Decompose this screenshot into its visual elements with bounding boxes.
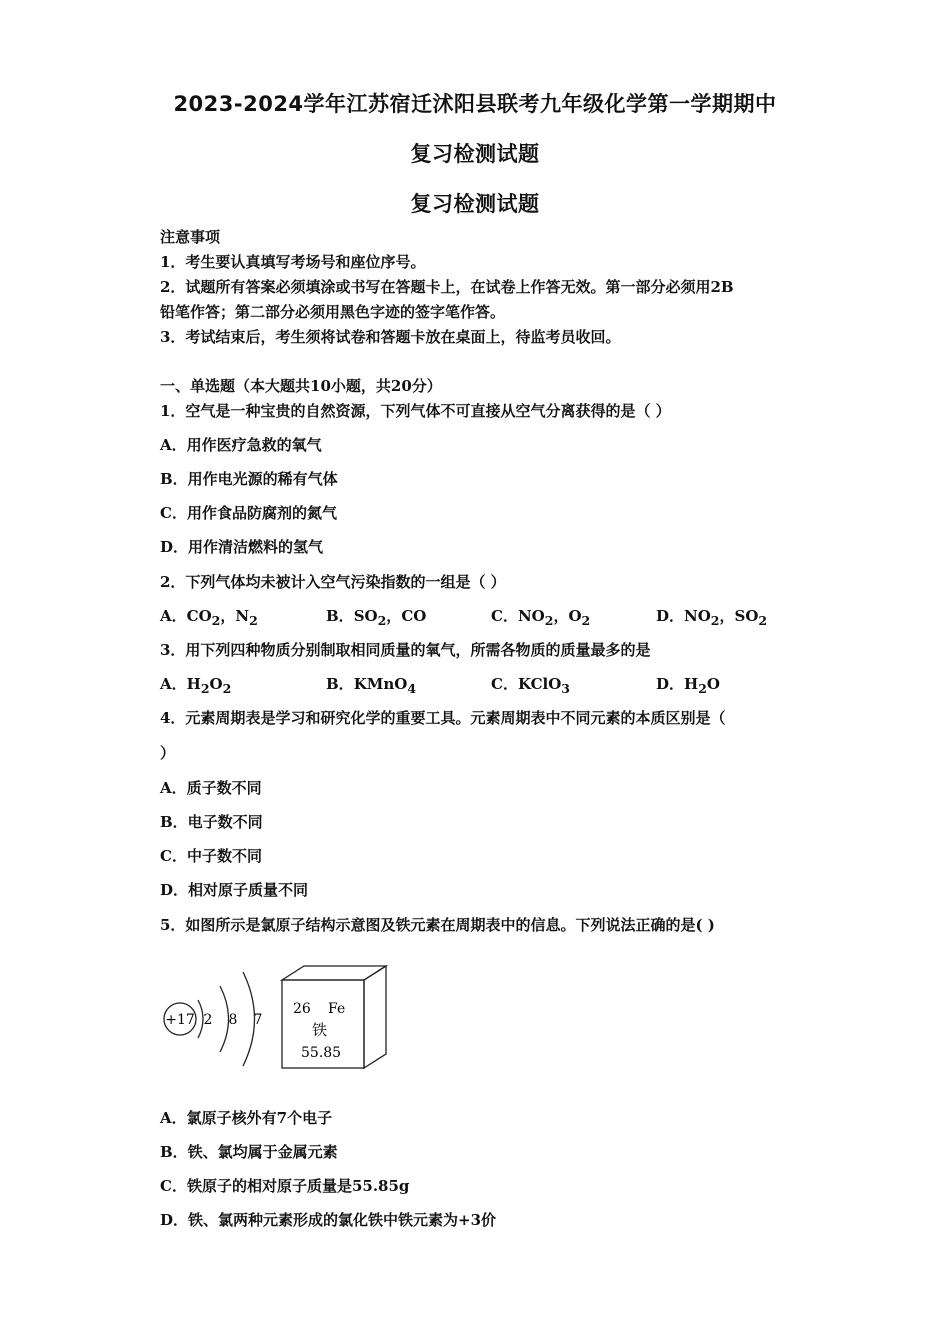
- nucleus-charge: +17: [165, 1012, 195, 1028]
- question-3-option-b: B．KMnO$_4$: [326, 675, 417, 696]
- question-3-option-c: C．KClO$_3$: [491, 675, 570, 696]
- question-5-option-a: A．氯原子核外有7个电子: [160, 1109, 333, 1127]
- shell-electron-count: 8: [228, 1012, 238, 1028]
- iron-element-card: [282, 966, 386, 1068]
- question-3-option-d: D．$H_2O$: [656, 675, 720, 696]
- question-2-option-a: A．$CO_2$，$N_2$: [160, 607, 258, 628]
- question-1-option-d: D．用作清洁燃料的氢气: [160, 538, 324, 556]
- exam-title-line3: 复习检测试题: [410, 192, 540, 216]
- question-5-stem: 5．如图所示是氯原子结构示意图及铁元素在周期表中的信息。下列说法正确的是( ): [160, 916, 715, 934]
- question-3-options: [160, 674, 800, 694]
- notice-item: 铅笔作答；第二部分必须用黑色字迹的签字笔作答。: [160, 303, 506, 321]
- question-1-option-c: C．用作食品防腐剂的氮气: [160, 504, 337, 522]
- shell-electron-count: 7: [253, 1012, 263, 1028]
- atomic-number: 26: [293, 1001, 311, 1017]
- question-3-option-a: A．$H_2O_2$: [160, 675, 232, 696]
- atomic-mass: 55.85: [301, 1045, 342, 1061]
- notice-item: 3．考试结束后，考生须将试卷和答题卡放在桌面上，待监考员收回。: [160, 328, 621, 346]
- cube-side-face: [364, 966, 386, 1068]
- question-1-stem: 1．空气是一种宝贵的自然资源，下列气体不可直接从空气分离获得的是（ ）: [160, 402, 671, 420]
- question-2-option-d: D．$NO_2$，$SO_2$: [656, 607, 768, 628]
- exam-title-line2: 复习检测试题: [410, 142, 540, 166]
- question-5-option-c: C．铁原子的相对原子质量是55.85g: [160, 1177, 410, 1195]
- electron-shell-arc: [220, 986, 229, 1052]
- question-2-option-c: C．$NO_2$，$O_2$: [491, 607, 591, 628]
- atom-and-element-figure: [158, 958, 398, 1078]
- question-4-option-d: D．相对原子质量不同: [160, 881, 309, 899]
- question-4-option-b: B．电子数不同: [160, 813, 263, 831]
- question-2-options: [160, 606, 800, 626]
- question-1-option-b: B．用作电光源的稀有气体: [160, 470, 338, 488]
- question-1-option-a: A．用作医疗急救的氧气: [160, 436, 322, 454]
- notice-item: 2．试题所有答案必须填涂或书写在答题卡上，在试卷上作答无效。第一部分必须用2B: [160, 278, 734, 296]
- notice-heading: 注意事项: [160, 228, 221, 246]
- question-4-option-a: A．质子数不同: [160, 779, 262, 797]
- question-3-stem: 3．用下列四种物质分别制取相同质量的氧气，所需各物质的质量最多的是: [160, 641, 651, 659]
- question-2-option-b: B．$SO_2$，CO: [326, 607, 427, 628]
- question-4-option-c: C．中子数不同: [160, 847, 262, 865]
- question-5-option-b: B．铁、氯均属于金属元素: [160, 1143, 338, 1161]
- chlorine-atom-diagram: [164, 972, 262, 1066]
- element-name: 铁: [312, 1021, 328, 1039]
- question-2-stem: 2．下列气体均未被计入空气污染指数的一组是（ ）: [160, 573, 506, 591]
- section-heading: 一、单选题（本大题共10小题，共20分）: [160, 377, 442, 395]
- element-symbol: Fe: [328, 1001, 346, 1017]
- question-5-option-d: D．铁、氯两种元素形成的氯化铁中铁元素为+3价: [160, 1211, 497, 1229]
- electron-shell-arc: [198, 1000, 203, 1038]
- shell-electron-count: 2: [203, 1012, 213, 1028]
- notice-item: 1．考生要认真填写考场号和座位序号。: [160, 253, 426, 271]
- exam-title-line1: 2023-2024学年江苏宿迁沭阳县联考九年级化学第一学期期中: [173, 92, 777, 116]
- question-4-stem: 4．元素周期表是学习和研究化学的重要工具。元素周期表中不同元素的本质区别是（: [160, 709, 726, 727]
- cube-top-face: [282, 966, 386, 980]
- question-4-stem-end: ）: [160, 744, 176, 762]
